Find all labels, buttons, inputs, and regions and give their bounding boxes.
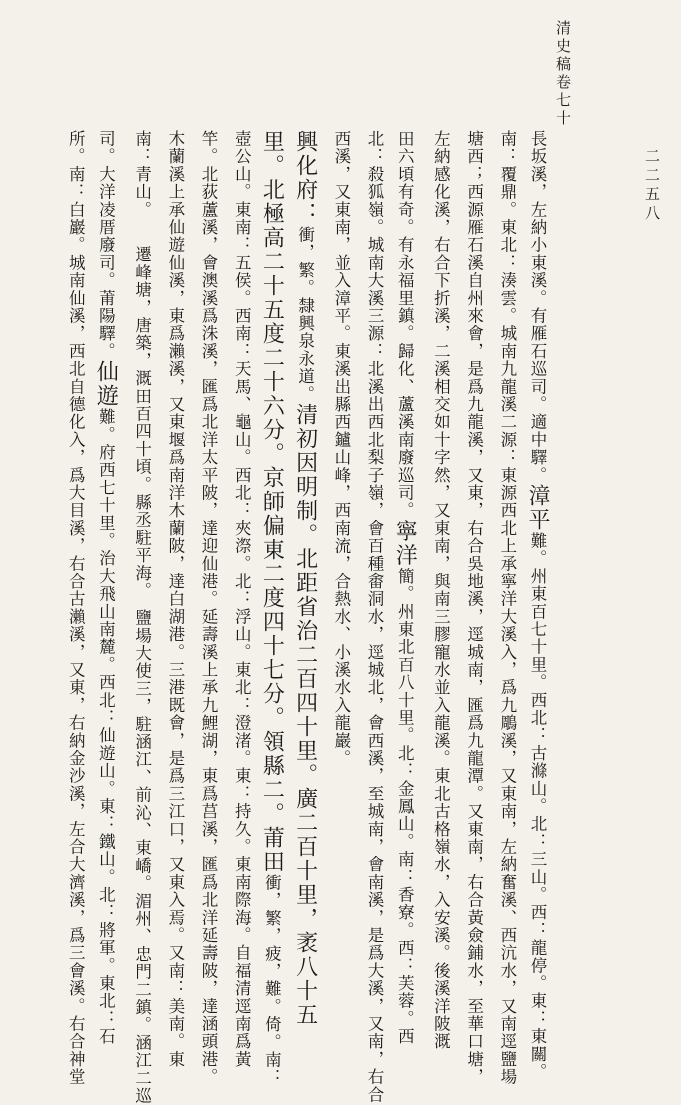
text-column bbox=[166, 130, 183, 1068]
body-text: 簡。州東北百八十里。北：金鳳山。南：香寮。西：芙蓉。西 bbox=[395, 567, 415, 1046]
heading-text: 里。北極高二十五度二十六分。京師偏東二度四十七分。領縣二。 bbox=[259, 130, 285, 826]
page-number: 二二五八 bbox=[643, 148, 661, 224]
running-header: 清史稿卷七十 bbox=[554, 20, 572, 128]
heading-text: 清初因明制。北距省治二百四十里。廣二百十里，袤八十五 bbox=[292, 403, 318, 1027]
body-text: 北：殺狐嶺。城南大溪三源：北溪出西北梨子嶺，會百種畬洞水，逕城北，會西溪，至城南，會南溪，是爲大溪，又南，右合 bbox=[365, 130, 384, 1104]
text-column bbox=[498, 130, 515, 1086]
heading-text: 漳平 bbox=[525, 484, 550, 532]
text-column bbox=[526, 130, 548, 1081]
body-text: 衝，繁。隸興泉永道。 bbox=[295, 226, 315, 403]
heading-text: 寧洋 bbox=[392, 519, 418, 568]
text-column bbox=[366, 130, 383, 1104]
text-column bbox=[432, 130, 449, 1050]
body-text: 司。大洋凌厝廢司。莆陽驛。 bbox=[96, 130, 116, 361]
text-column bbox=[67, 130, 84, 1086]
text-column bbox=[93, 130, 119, 1046]
heading-text: 仙遊 bbox=[93, 360, 119, 409]
text-column bbox=[133, 130, 150, 1105]
body-text: 竿。北荻蘆溪，會澳溪爲洙溪，匯爲北洋太平陂，達迎仙港。延壽溪上承九鯉湖，東爲莒溪，匯爲北洋延壽陂，達涵頭港。 bbox=[199, 130, 218, 1086]
body-text: 所。南：白巖。城南仙溪，西北自德化入，爲大目溪，右合古瀨溪，又東，右納金沙溪，左合大濟溪，爲三會溪。右合神堂 bbox=[66, 130, 86, 1086]
body-text: 長坂溪，左納小東溪。有雁石巡司。適中驛。 bbox=[528, 130, 547, 484]
body-text: 左納感化溪，右合下折溪，二溪相交如十字然，又東南，與南三膠寵水並入龍溪。東北古格嶺水，入安溪。後溪洋陂溉 bbox=[431, 130, 451, 1051]
body-text: 難。府西七十里。治大飛山南麓。西北：仙遊山。東：鐵山。北：將軍。東北：石 bbox=[96, 408, 116, 1046]
text-column bbox=[233, 130, 250, 1068]
text-column bbox=[332, 130, 349, 767]
text-column bbox=[200, 130, 217, 1086]
text-column bbox=[465, 130, 482, 1086]
body-text: 衝，繁，疲，難。倚。南： bbox=[262, 874, 282, 1087]
heading-text: 興化府： bbox=[292, 130, 318, 226]
body-text: 難。州東百七十里。西北：古滌山。北：三山。西：龍停。東：東關。 bbox=[528, 532, 547, 1081]
body-text: 木蘭溪上承仙遊仙溪，東爲瀨溪，又東堰爲南洋木蘭陂，達白湖港。三港既會，是爲三江口，又東入焉。又南：美南。東 bbox=[165, 130, 185, 1069]
body-text: 西溪，又東南，並入漳平。東溪出縣西鑪山峰，西南流，合熱水、小溪水入龍巖。 bbox=[331, 130, 351, 768]
text-column bbox=[259, 130, 285, 1087]
body-text: 南：覆鼎。東北：湊雲。城南九龍溪二源：東源西北上承寧洋大溪入，爲九鵰溪，又東南，左納奮溪、西沆水，又南逕鹽場 bbox=[497, 130, 517, 1086]
body-text: 南：青山。 遷峰塘，唐築，溉田百四十頃。縣丞駐平海。 鹽場大使三，駐涵江、前沁、東嶠。湄州、忠門二鎮。涵江二巡 bbox=[132, 130, 152, 1105]
body-text: 壺公山。東南：五侯。西南：天馬、龜山。西北：夾漈。北：浮山。東北：澄渚。東：持久。東南際海。自福清逕南爲黃 bbox=[232, 130, 252, 1069]
body-text: 田六頃有奇。有永福里鎮。歸化、蘆溪南廢巡司。 bbox=[395, 130, 415, 520]
body-text: 塘西；西源雁石溪自州來會，是爲九龍溪，又東，右合吳地溪，逕城南，匯爲九龍潭。又東南，右合黃僉鋪水，至華口塘， bbox=[464, 130, 484, 1086]
text-column bbox=[294, 130, 316, 1027]
text-column bbox=[392, 130, 418, 1046]
heading-text: 莆田 bbox=[259, 826, 285, 874]
